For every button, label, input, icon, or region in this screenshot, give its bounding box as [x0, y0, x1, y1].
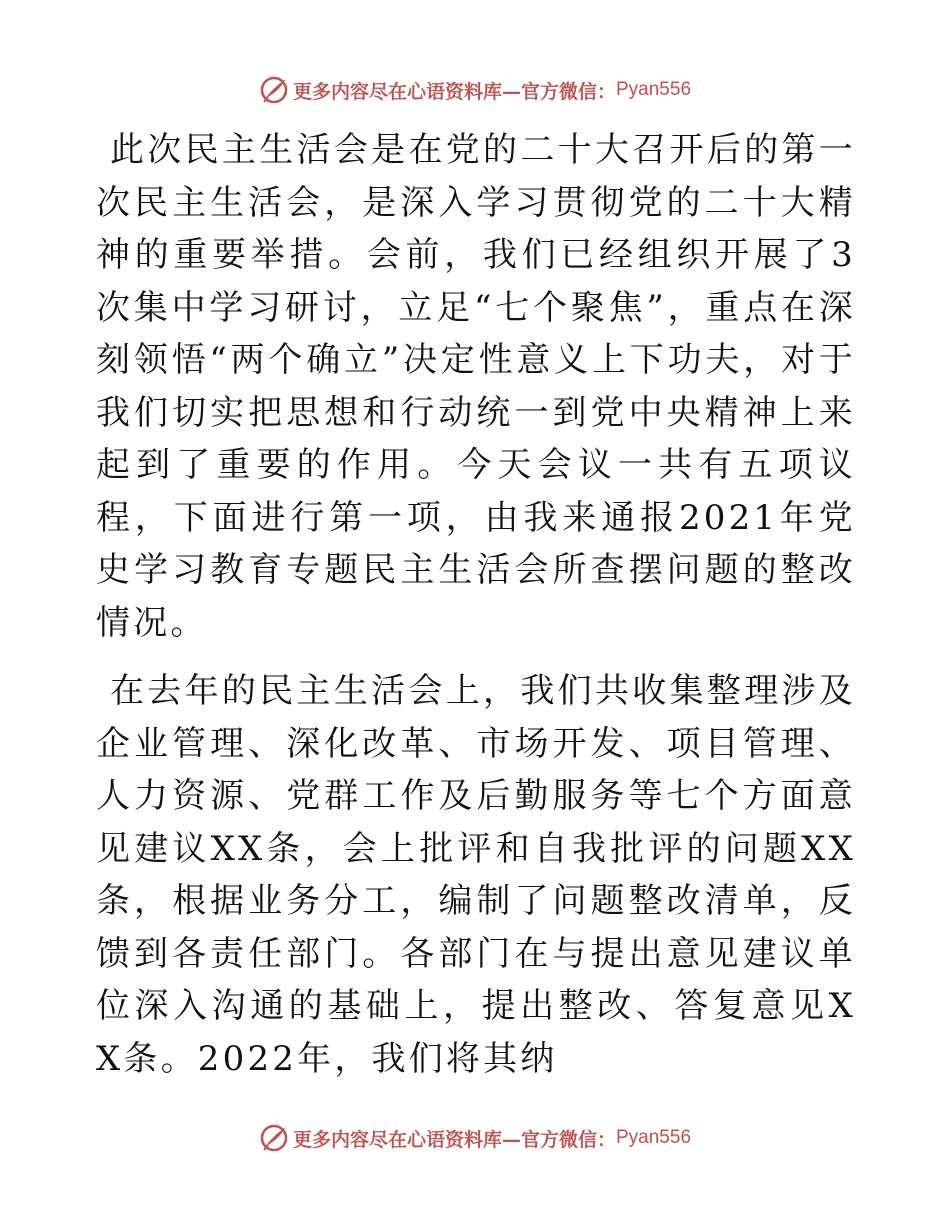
quill-logo-icon: [259, 1123, 289, 1153]
footer-banner: [0, 1118, 950, 1158]
footer-account: Pyan556: [616, 1127, 692, 1148]
footer-slogan: 更多内容尽在心语资料库—官方微信：: [292, 1128, 616, 1151]
header-banner: [0, 70, 950, 110]
document-body: [96, 124, 856, 1085]
paragraph-2: 在去年的民主生活会上，我们共收集整理涉及企业管理、深化改革、市场开发、项目管理、人力资源、党群工作及后勤服务等七个方面意见建议XX条，会上批评和自我批评的问题XX条，根据业务分工，编制了问题整改清单，反馈到各责任部门。各部门在与提出意见建议单位深入沟通的基础上，提出整改、答复意见XX条。2022年，我们将其纳: [96, 671, 856, 1079]
header-account: Pyan556: [616, 79, 692, 100]
quill-logo-icon: [259, 75, 289, 105]
paragraph-1: 此次民主生活会是在党的二十大召开后的第一次民主生活会，是深入学习贯彻党的二十大精神的重要举措。会前，我们已经组织开展了3次集中学习研讨，立足“七个聚焦”，重点在深刻领悟“两个确立”决定性意义上下功夫，对于我们切实把思想和行动统一到党中央精神上来起到了重要的作用。今天会议一共有五项议程，下面进行第一项，由我来通报2021年党史学习教育专题民主生活会所查摆问题的整改情况。: [96, 130, 856, 643]
header-slogan: 更多内容尽在心语资料库—官方微信：: [292, 80, 616, 103]
